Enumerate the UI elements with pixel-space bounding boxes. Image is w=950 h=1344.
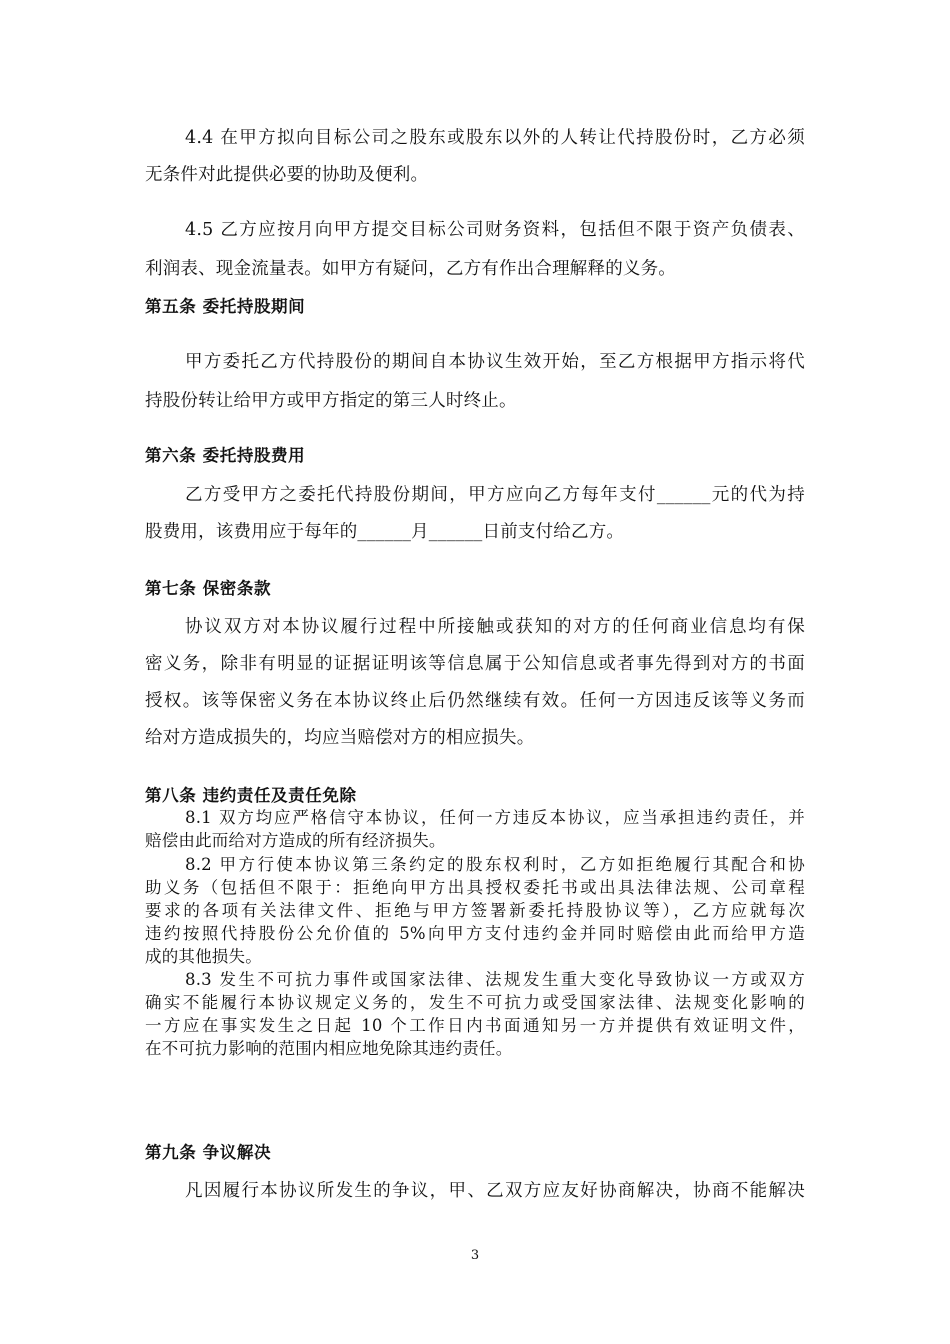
article-8-line-7: 成的其他损失。 — [145, 947, 262, 966]
clause-4-5-line-2: 利润表、现金流量表。如甲方有疑问，乙方有作出合理解释的义务。 — [145, 259, 676, 279]
article-8-line-2: 赔偿由此而给对方造成的所有经济损失。 — [145, 831, 446, 850]
article-8-line-10: 一方应在事实发生之日起 10 个工作日内书面通知另一方并提供有效证明文件， — [145, 1016, 805, 1035]
article-9-title: 第九条 争议解决 — [145, 1143, 272, 1162]
article-8-line-6: 违约按照代持股份公允价值的 5%向甲方支付违约金并同时赔偿由此而给甲方造 — [145, 924, 805, 943]
article-8-line-3: 8.2 甲方行使本协议第三条约定的股东权利时，乙方如拒绝履行其配合和协 — [185, 855, 805, 874]
article-8-line-9: 确实不能履行本协议规定义务的，发生不可抗力或受国家法律、法规变化影响的 — [145, 993, 805, 1012]
clause-4-4-line-2: 无条件对此提供必要的协助及便利。 — [145, 165, 429, 185]
clause-4-5-line-1: 4.5 乙方应按月向甲方提交目标公司财务资料，包括但不限于资产负债表、 — [185, 220, 805, 240]
article-8-title: 第八条 违约责任及责任免除 — [145, 786, 357, 805]
article-9-line-1: 凡因履行本协议所发生的争议，甲、乙双方应友好协商解决，协商不能解决 — [185, 1181, 805, 1201]
article-8-line-11: 在不可抗力影响的范围内相应地免除其违约责任。 — [145, 1039, 513, 1058]
article-7-line-3: 授权。该等保密义务在本协议终止后仍然继续有效。任何一方因违反该等义务而 — [145, 691, 805, 711]
article-6-line-2: 股费用，该费用应于每年的______月______日前支付给乙方。 — [145, 522, 625, 542]
article-7-title: 第七条 保密条款 — [145, 579, 272, 598]
clause-4-4-line-1: 4.4 在甲方拟向目标公司之股东或股东以外的人转让代持股份时，乙方必须 — [185, 128, 805, 148]
article-8-line-1: 8.1 双方均应严格信守本协议，任何一方违反本协议，应当承担违约责任，并 — [185, 808, 805, 827]
article-6-title: 第六条 委托持股费用 — [145, 446, 306, 465]
article-5-line-2: 持股份转让给甲方或甲方指定的第三人时终止。 — [145, 391, 517, 411]
article-8-line-4: 助义务（包括但不限于：拒绝向甲方出具授权委托书或出具法律法规、公司章程 — [145, 878, 805, 897]
article-7-line-2: 密义务，除非有明显的证据证明该等信息属于公知信息或者事先得到对方的书面 — [145, 654, 805, 674]
article-7-line-4: 给对方造成损失的，均应当赔偿对方的相应损失。 — [145, 728, 535, 748]
article-8-line-8: 8.3 发生不可抗力事件或国家法律、法规发生重大变化导致协议一方或双方 — [185, 970, 805, 989]
article-5-title: 第五条 委托持股期间 — [145, 297, 306, 316]
article-8-line-5: 要求的各项有关法律文件、拒绝与甲方签署新委托持股协议等），乙方应就每次 — [145, 901, 805, 920]
article-6-line-1: 乙方受甲方之委托代持股份期间，甲方应向乙方每年支付______元的代为持 — [185, 485, 805, 505]
page-number: 3 — [470, 1248, 480, 1263]
article-5-line-1: 甲方委托乙方代持股份的期间自本协议生效开始，至乙方根据甲方指示将代 — [185, 352, 805, 372]
article-7-line-1: 协议双方对本协议履行过程中所接触或获知的对方的任何商业信息均有保 — [185, 617, 805, 637]
